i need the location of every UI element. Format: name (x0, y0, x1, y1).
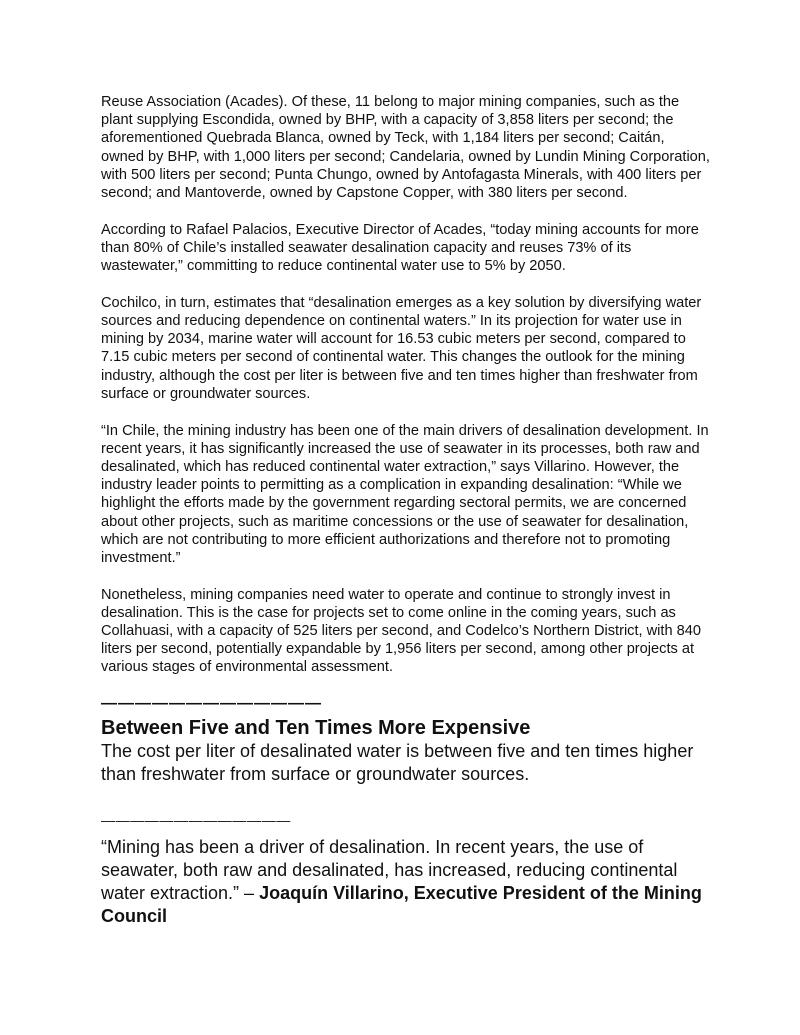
pull-quote (101, 812, 711, 928)
document-page (101, 93, 711, 928)
paragraph-acades-statement: According to Rafael Palacios, Executive Director of Acades, “today mining accounts for more than 80% of Chile’s installed seawater desalination capacity and reuses 73% of its wastewater,” committing to reduce continental water use to 5% by 2050. (101, 221, 699, 275)
highlight-heading: Between Five and Ten Times More Expensive (101, 717, 531, 740)
highlight-divider: ————————————— (101, 695, 322, 713)
quote-text: “Mining has been a driver of desalination. In recent years, the use of seawater, both raw and desalinated, has increased, reducing continental water extraction.” – (101, 837, 678, 904)
paragraph-investment-projects: Nonetheless, mining companies need water to operate and continue to strongly invest in desalination. This is the case for projects set to come online in the coming years, such as Collahuasi, with a capacity of 525 liters per second, and Codelco’s Northern District, with 840 liters per second, potentially expandable by 1,956 liters per second, among other projects at various stages of environmental assessment. (101, 586, 701, 676)
paragraph-cochilco-projection: Cochilco, in turn, estimates that “desalination emerges as a key solution by diversifying water sources and reducing dependence on continental waters.” In its projection for water use in mining by 2034, marine water will account for 16.53 cubic meters per second, compared to 7.15 cubic meters per second of continental water. This changes the outlook for the mining industry, although the cost per liter is between five and ten times higher than freshwater from surface or groundwater sources. (101, 294, 702, 402)
paragraph-desalination-plants: Reuse Association (Acades). Of these, 11 belong to major mining companies, such as the plant supplying Escondida, owned by BHP, with a capacity of 3,858 liters per second; the aforementioned Quebrada Blanca, owned by Teck, with 1,184 liters per second; Caitán, owned by BHP, with 1,000 liters per second; Candelaria, owned by Lundin Mining Corporation, with 500 liters per second; Punta Chungo, owned by Antofagasta Minerals, with 400 liters per second; and Mantoverde, owned by Capstone Copper, with 380 liters per second. (101, 94, 710, 202)
quote-divider: ————————————— (101, 812, 291, 829)
highlight-box (101, 695, 711, 786)
paragraph-villarino-quote: “In Chile, the mining industry has been one of the main drivers of desalination development. In recent years, it has significantly increased the use of seawater in its processes, both raw and desalinated, which has reduced continental water extraction,” says Villarino. However, the industry leader points to permitting as a complication in expanding desalination: “While we highlight the efforts made by the government regarding sectoral permits, we are concerned about other projects, such as maritime concessions or the use of seawater for desalination, which are not contributing to more efficient authorizations and therefore not to promoting investment.” (101, 422, 709, 566)
quote-body (101, 836, 711, 928)
quote-author: Joaquín Villarino, Executive President of the Mining Council (101, 883, 702, 927)
highlight-text: The cost per liter of desalinated water is between five and ten times higher than freshwater from surface or groundwater sources. (101, 741, 694, 785)
